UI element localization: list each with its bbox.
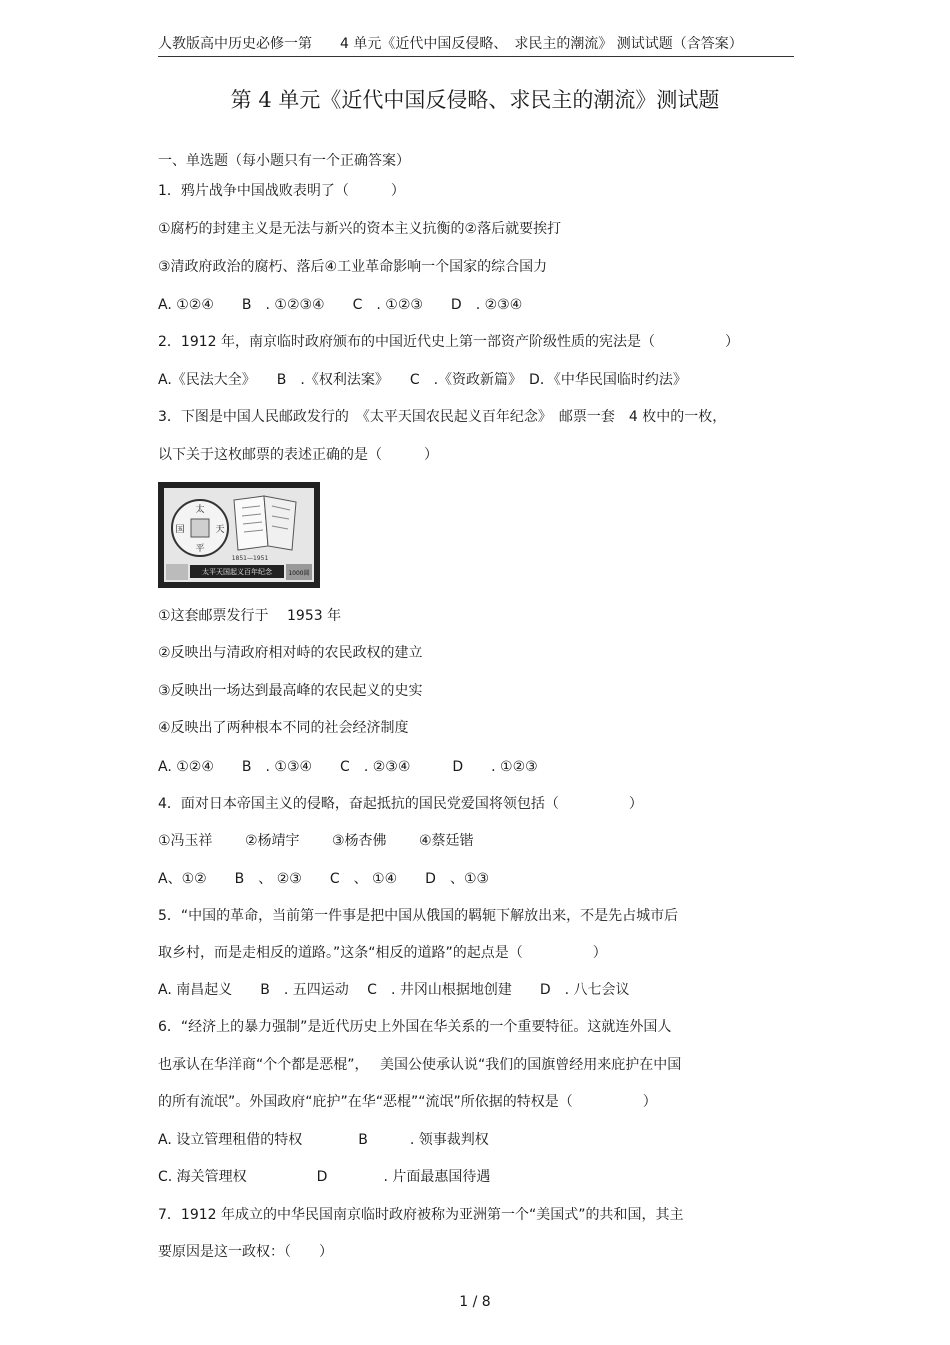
question-4-options: A、①② B 、 ②③ C 、 ①④ D 、①③ [158, 871, 490, 887]
stamp-banner: 太平天国起义百年纪念 [202, 568, 272, 576]
question-5: 5．“中国的革命，当前第一件事是把中国从俄国的羁轭下解放出来，不是先占城市后 [158, 908, 679, 924]
question-3-options: A. ①②④ B . ①③④ C . ②③④ D . ①②③ [158, 759, 538, 775]
question-6-options: A. 设立管理租借的特权 B . 领事裁判权 [158, 1132, 489, 1148]
running-header: 人教版高中历史必修一第 4 单元《近代中国反侵略、 求民主的潮流》 测试试题（含答案） [158, 34, 794, 57]
stamp-circle-char: 平 [195, 544, 205, 554]
question-1-statement: ①腐朽的封建主义是无法与新兴的资本主义抗衡的②落后就要挨打 [158, 221, 562, 237]
question-4: 4．面对日本帝国主义的侵略，奋起抵抗的国民党爱国将领包括（ ） [158, 796, 643, 812]
question-1: 1．鸦片战争中国战败表明了（ ） [158, 183, 405, 199]
question-3-statement: ②反映出与清政府相对峙的农民政权的建立 [158, 645, 423, 661]
question-3-statement: ①这套邮票发行于 1953 年 [158, 608, 342, 624]
question-6: 6．“经济上的暴力强制”是近代历史上外国在华关系的一个重要特征。这就连外国人 [158, 1019, 672, 1035]
question-2: 2．1912 年，南京临时政府颁布的中国近代史上第一部资产阶级性质的宪法是（ ） [158, 334, 739, 350]
stamp-years: 1851—1951 [231, 555, 269, 562]
question-3-cont: 以下关于这枚邮票的表述正确的是（ ） [158, 447, 438, 463]
question-2-options: A.《民法大全》 B .《权利法案》 C .《资政新篇》 D．《中华民国临时约法》 [158, 372, 687, 388]
question-3-statement: ③反映出一场达到最高峰的农民起义的史实 [158, 683, 423, 699]
page-title: 第 4 单元《近代中国反侵略、求民主的潮流》测试题 [230, 88, 720, 112]
stamp-image [158, 482, 320, 588]
stamp-value: 1000圆 [288, 570, 310, 577]
stamp-circle-char: 国 [175, 525, 185, 535]
stamp-illustration [164, 488, 314, 582]
question-6-cont: 的所有流氓”。外国政府“庇护”在华“恶棍”“流氓”所依据的特权是（ ） [158, 1094, 657, 1110]
stamp-circle-char: 太 [195, 505, 205, 515]
question-1-options: A. ①②④ B . ①②③④ C . ①②③ D . ②③④ [158, 297, 523, 313]
question-6-options: C. 海关管理权 D . 片面最惠国待遇 [158, 1169, 491, 1185]
section-heading: 一、单选题（每小题只有一个正确答案） [158, 153, 410, 169]
question-1-statement: ③清政府政治的腐朽、落后④工业革命影响一个国家的综合国力 [158, 259, 548, 275]
question-4-statements: ①冯玉祥 ②杨靖宇 ③杨杏佛 ④蔡廷锴 [158, 833, 474, 849]
page-number: 1 / 8 [459, 1294, 491, 1310]
question-5-cont: 取乡村，而是走相反的道路。”这条“相反的道路”的起点是（ ） [158, 945, 607, 961]
stamp-circle-char: 天 [215, 525, 225, 535]
question-3: 3．下图是中国人民邮政发行的 《太平天国农民起义百年纪念》 邮票一套 4 枚中的一枚， [158, 409, 727, 425]
question-5-options: A. 南昌起义 B . 五四运动 C . 井冈山根据地创建 D . 八七会议 [158, 982, 630, 998]
question-7-cont: 要原因是这一政权：（ ） [158, 1244, 333, 1260]
question-3-statement: ④反映出了两种根本不同的社会经济制度 [158, 720, 409, 736]
question-6-cont: 也承认在华洋商“个个都是恶棍”， 美国公使承认说“我们的国旗曾经用来庇护在中国 [158, 1057, 682, 1073]
question-7: 7．1912 年成立的中华民国南京临时政府被称为亚洲第一个“美国式”的共和国，其主 [158, 1207, 684, 1223]
